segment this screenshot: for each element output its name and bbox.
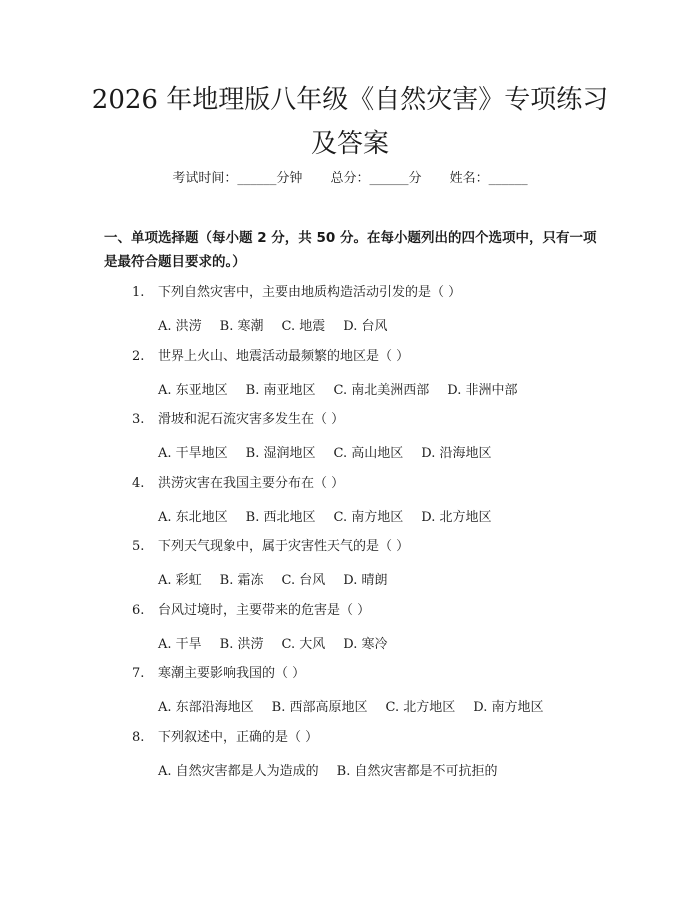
option-a: A. 东北地区 xyxy=(158,509,228,525)
option-c: C. 地震 xyxy=(281,319,326,334)
question-text: 台风过境时，主要带来的危害是（ ） xyxy=(158,602,371,618)
question-text: 下列叙述中，正确的是（ ） xyxy=(158,729,319,745)
question-text: 下列自然灾害中，主要由地质构造活动引发的是（ ） xyxy=(158,285,462,300)
question-number: 1. xyxy=(132,285,145,300)
option-b: B. 寒潮 xyxy=(219,319,264,334)
question-number: 5. xyxy=(132,539,145,554)
option-d: D. 台风 xyxy=(343,319,388,334)
title-line-2: 及答案 xyxy=(310,129,389,159)
option-c: C. 高山地区 xyxy=(333,446,404,461)
question-text: 滑坡和泥石流灾害多发生在（ ） xyxy=(158,412,345,427)
option-c: C. 北方地区 xyxy=(385,700,456,715)
option-d: D. 晴朗 xyxy=(343,573,388,588)
question-number: 8. xyxy=(132,729,145,745)
title-line-1: 2026 年地理版八年级《自然灾害》专项练习 xyxy=(91,85,609,115)
student-name: 姓名：______ xyxy=(449,171,528,186)
option-d: D. 寒冷 xyxy=(343,636,388,652)
option-c: C. 南北美洲西部 xyxy=(333,382,430,398)
option-a: A. 干旱地区 xyxy=(158,446,228,461)
option-a: A. 彩虹 xyxy=(158,573,202,588)
question-6 xyxy=(132,599,370,618)
option-b: B. 霜冻 xyxy=(219,573,264,588)
question-6-options xyxy=(158,633,405,652)
question-5 xyxy=(132,535,409,554)
question-5-options xyxy=(158,569,405,588)
option-c: C. 南方地区 xyxy=(333,509,404,525)
option-d: D. 沿海地区 xyxy=(421,446,492,461)
question-2 xyxy=(132,345,409,364)
question-7 xyxy=(132,662,305,681)
option-a: A. 自然灾害都是人为造成的 xyxy=(158,763,319,779)
question-number: 6. xyxy=(132,602,145,618)
option-d: D. 非洲中部 xyxy=(447,382,518,398)
page-title xyxy=(60,78,640,166)
option-b: B. 西北地区 xyxy=(245,509,316,525)
question-text: 世界上火山、地震活动最频繁的地区是（ ） xyxy=(158,348,410,364)
question-3 xyxy=(132,408,344,427)
option-b: B. 湿润地区 xyxy=(245,446,316,461)
question-1 xyxy=(132,281,461,300)
question-4 xyxy=(132,472,344,491)
question-number: 4. xyxy=(132,475,145,491)
question-8-options xyxy=(158,760,515,779)
option-a: A. 洪涝 xyxy=(158,319,202,334)
option-b: B. 南亚地区 xyxy=(245,382,316,398)
question-text: 寒潮主要影响我国的（ ） xyxy=(158,666,306,681)
total-score: 总分：______分 xyxy=(330,171,422,186)
exam-time: 考试时间：______分钟 xyxy=(172,171,303,186)
question-7-options xyxy=(158,696,561,715)
question-number: 2. xyxy=(132,348,145,364)
option-d: D. 南方地区 xyxy=(473,700,544,715)
question-1-options xyxy=(158,315,405,334)
option-a: A. 东亚地区 xyxy=(158,382,228,398)
question-2-options xyxy=(158,379,535,398)
option-a: A. 东部沿海地区 xyxy=(158,700,254,715)
question-number: 7. xyxy=(132,666,145,681)
exam-meta xyxy=(0,167,700,186)
option-c: C. 大风 xyxy=(281,636,326,652)
option-a: A. 干旱 xyxy=(158,636,202,652)
question-4-options xyxy=(158,506,509,525)
question-text: 洪涝灾害在我国主要分布在（ ） xyxy=(158,475,345,491)
option-c: C. 台风 xyxy=(281,573,326,588)
option-b: B. 洪涝 xyxy=(219,636,264,652)
option-d: D. 北方地区 xyxy=(421,509,492,525)
option-b: B. 西部高原地区 xyxy=(271,700,368,715)
question-number: 3. xyxy=(132,412,145,427)
question-text: 下列天气现象中，属于灾害性天气的是（ ） xyxy=(158,539,410,554)
section-heading: 一、单项选择题（每小题 2 分，共 50 分。在每小题列出的四个选项中，只有一项是最符合题目要求的。） xyxy=(104,230,597,270)
option-b: B. 自然灾害都是不可抗拒的 xyxy=(336,763,498,779)
question-8 xyxy=(132,726,318,745)
question-3-options xyxy=(158,442,509,461)
